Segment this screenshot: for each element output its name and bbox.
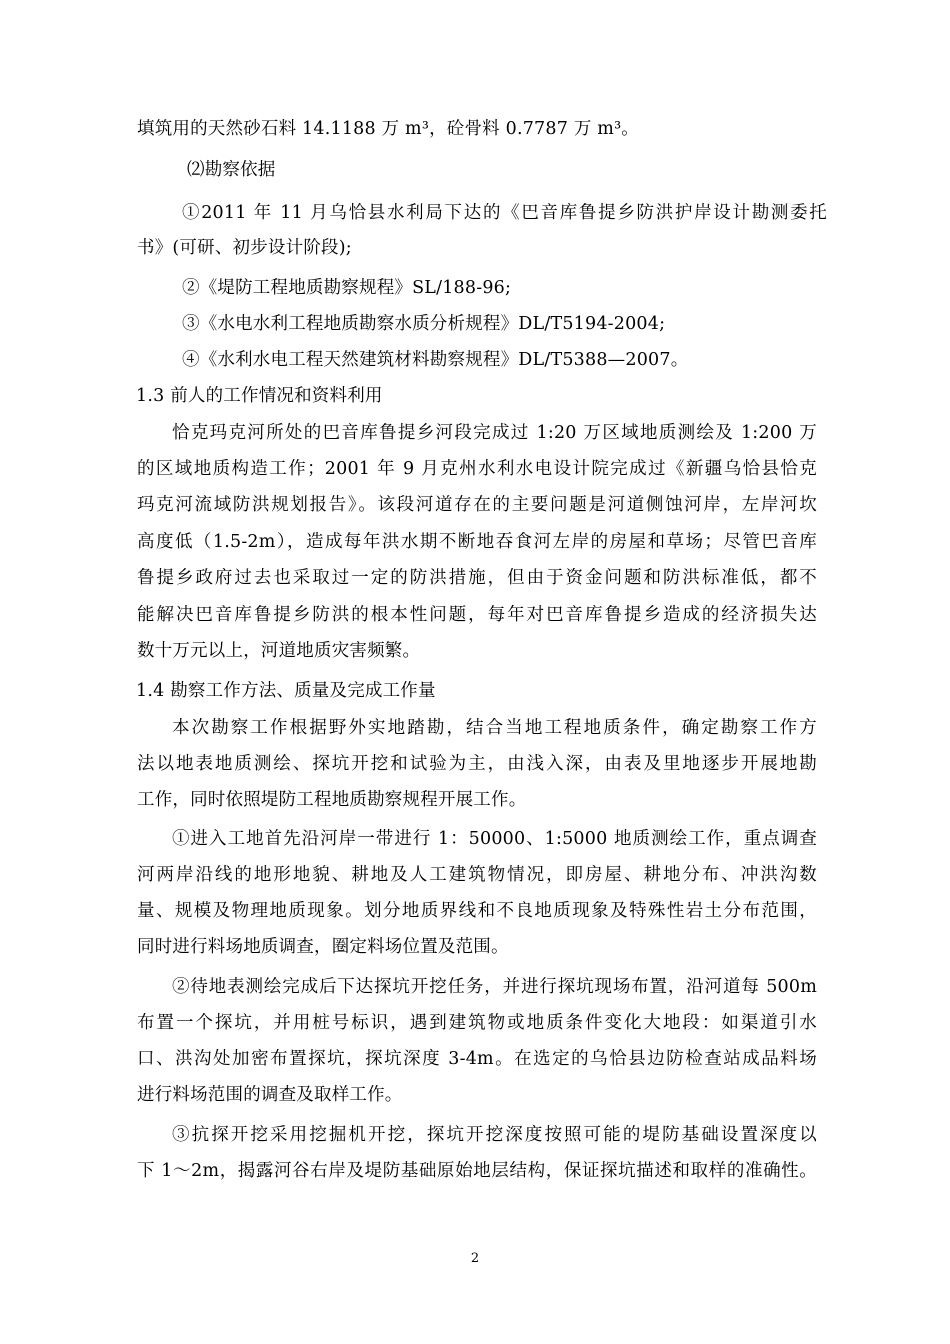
text-line: 的区域地质构造工作；2001 年 9 月克州水利水电设计院完成过《新疆乌恰县恰克 bbox=[137, 459, 817, 479]
text-line: 数十万元以上，河道地质灾害频繁。 bbox=[137, 641, 421, 661]
list-item: ②《堤防工程地质勘察规程》SL/188-96; bbox=[182, 278, 512, 298]
list-item: ④《水利水电工程天然建筑材料勘察规程》DL/T5388—2007。 bbox=[182, 350, 689, 370]
list-item: ②待地表测绘完成后下达探坑开挖任务，并进行探坑现场布置，沿河道每 500m bbox=[172, 977, 817, 997]
text-line: 恰克玛克河所处的巴音库鲁提乡河段完成过 1:20 万区域地质测绘及 1:200 万 bbox=[172, 423, 817, 443]
text-line: 下 1～2m，揭露河谷右岸及堤防基础原始地层结构，保证探坑描述和取样的准确性。 bbox=[137, 1161, 817, 1181]
text-line: 量、规模及物理地质现象。划分地质界线和不良地质现象及特殊性岩土分布范围， bbox=[137, 901, 817, 921]
text-line: 同时进行料场地质调查，圈定料场位置及范围。 bbox=[137, 937, 509, 957]
text-line: 工作，同时依照堤防工程地质勘察规程开展工作。 bbox=[137, 790, 527, 810]
text-line: 口、洪沟处加密布置探坑，探坑深度 3-4m。在选定的乌恰县边防检查站成品料场 bbox=[137, 1049, 817, 1069]
text-line: 法以地表地质测绘、探坑开挖和试验为主，由浅入深，由表及里地逐步开展地勘 bbox=[137, 754, 817, 774]
text-line: 本次勘察工作根据野外实地踏勘，结合当地工程地质条件，确定勘察工作方 bbox=[172, 718, 817, 738]
list-item: ③抗探开挖采用挖掘机开挖，探坑开挖深度按照可能的堤防基础设置深度以 bbox=[172, 1125, 817, 1145]
section-subheading: ⑵勘察依据 bbox=[187, 160, 276, 180]
text-line: ①2011 年 11 月乌恰县水利局下达的《巴音库鲁提乡防洪护岸设计勘测委托 bbox=[182, 203, 827, 223]
text-line: 高度低（1.5-2m），造成每年洪水期不断地吞食河左岸的房屋和草场；尽管巴音库 bbox=[137, 532, 817, 552]
text-line: 填筑用的天然砂石料 14.1188 万 m³，砼骨料 0.7787 万 m³。 bbox=[137, 119, 639, 139]
page-number: 2 bbox=[470, 1251, 480, 1266]
text-line: 能解决巴音库鲁提乡防洪的根本性问题，每年对巴音库鲁提乡造成的经济损失达 bbox=[137, 605, 817, 625]
text-line: 玛克河流域防洪规划报告》。该段河道存在的主要问题是河道侧蚀河岸，左岸河坎 bbox=[137, 495, 817, 515]
list-item: ③《水电水利工程地质勘察水质分析规程》DL/T5194-2004; bbox=[182, 314, 666, 334]
section-heading: 1.4 勘察工作方法、质量及完成工作量 bbox=[136, 681, 436, 701]
text-line: 鲁提乡政府过去也采取过一定的防洪措施，但由于资金问题和防洪标准低，都不 bbox=[137, 568, 817, 588]
text-line: 布置一个探坑，并用桩号标识，遇到建筑物或地质条件变化大地段：如渠道引水 bbox=[137, 1013, 817, 1033]
list-item: ①进入工地首先沿河岸一带进行 1：50000、1:5000 地质测绘工作，重点调查 bbox=[172, 829, 817, 849]
text-line: 书》(可研、初步设计阶段); bbox=[137, 238, 352, 258]
text-line: 进行料场范围的调查及取样工作。 bbox=[137, 1085, 403, 1105]
text-line: 河两岸沿线的地形地貌、耕地及人工建筑物情况，即房屋、耕地分布、冲洪沟数 bbox=[137, 865, 817, 885]
section-heading: 1.3 前人的工作情况和资料利用 bbox=[136, 386, 383, 406]
